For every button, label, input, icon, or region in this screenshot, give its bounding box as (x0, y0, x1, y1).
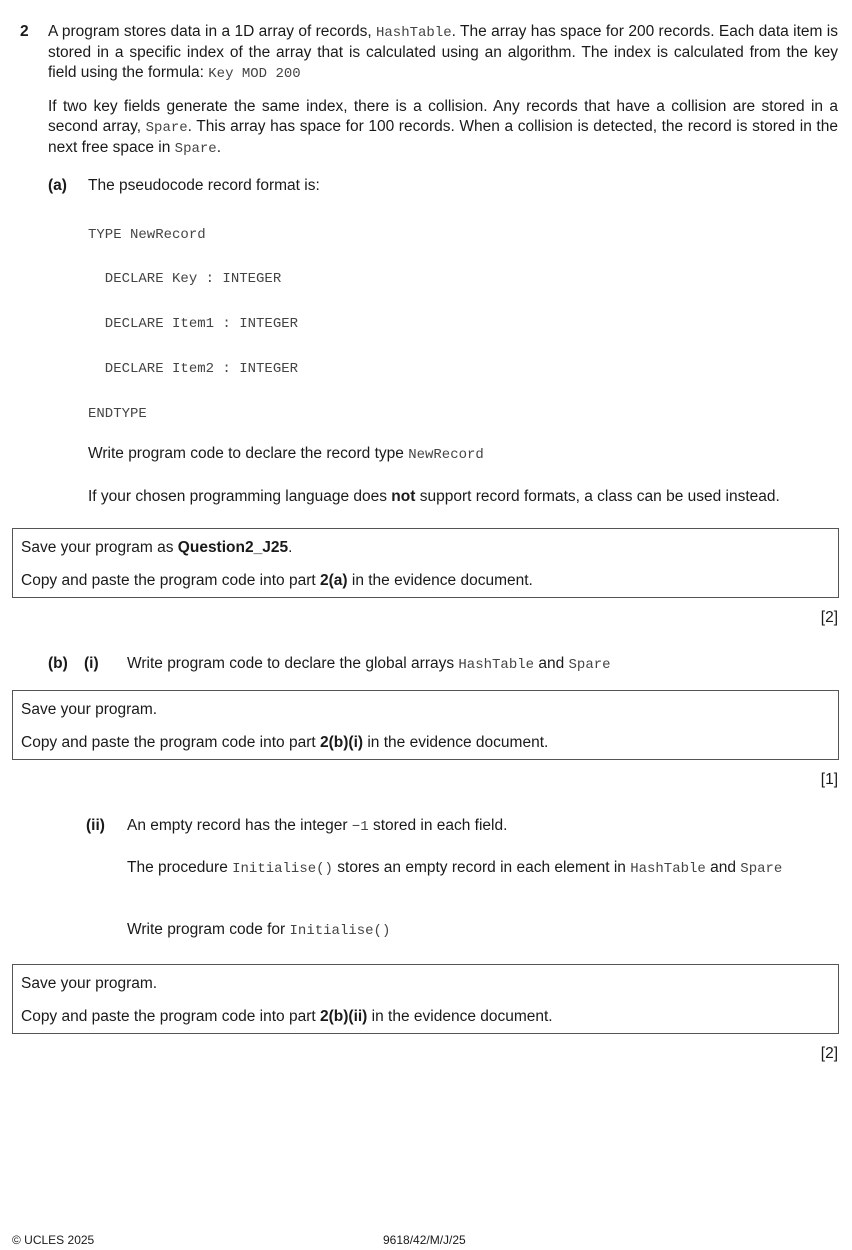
part-a-task: Write program code to declare the record type NewRecord (88, 445, 484, 463)
evidence-box-2a (12, 528, 839, 598)
save-instruction: Save your program. (21, 975, 158, 992)
part-b-ii-line2: The procedure Initialise() stores an empty record in each element in HashTable and Spare (127, 859, 783, 877)
part-a-lead: The pseudocode record format is: (88, 177, 320, 194)
part-b-i-task: Write program code to declare the global arrays HashTable and Spare (127, 655, 611, 673)
marks-2bi: [1] (820, 771, 838, 788)
pseudocode-line: ENDTYPE (88, 406, 147, 422)
marks-2a: [2] (820, 609, 838, 626)
part-b-ii-line3: Write program code for Initialise() (127, 921, 391, 939)
part-a-note: If your chosen programming language does not support record formats, a class can be used instead. (88, 488, 780, 505)
footer-copyright: © UCLES 2025 (12, 1233, 95, 1247)
copy-instruction: Copy and paste the program code into part 2(b)(i) in the evidence document. (21, 734, 549, 751)
intro-paragraph-2: If two key fields generate the same index, there is a collision. Any records that have a collision are stored in a second array, Spare. This array has space for 100 records. When a collision is detected, the record is stored in the next free space in Spare. (48, 98, 838, 157)
save-instruction: Save your program. (21, 701, 158, 718)
evidence-box-2bii (12, 964, 839, 1034)
intro-paragraph-1: A program stores data in a 1D array of records, HashTable. The array has space for 200 records. Each data item is stored in a specific index of the array that is calculated using an algorithm. The index is calculated from the key field using the formula: Key MOD 200 (48, 23, 838, 82)
question-number: 2 (20, 23, 29, 40)
part-b-ii-line1: An empty record has the integer −1 stored in each field. (127, 817, 508, 835)
pseudocode-line: DECLARE Key : INTEGER (88, 271, 282, 287)
copy-instruction: Copy and paste the program code into part 2(a) in the evidence document. (21, 572, 533, 589)
part-b-label: (b) (48, 655, 68, 672)
part-b-i-label: (i) (84, 655, 99, 672)
marks-2bii: [2] (820, 1045, 838, 1062)
part-b-ii-label: (ii) (86, 817, 105, 834)
footer-paper-code: 9618/42/M/J/25 (383, 1233, 466, 1247)
pseudocode-line: DECLARE Item1 : INTEGER (88, 316, 299, 332)
pseudocode-line: TYPE NewRecord (88, 227, 206, 243)
evidence-box-2bi (12, 690, 839, 760)
part-a-label: (a) (48, 177, 67, 194)
copy-instruction: Copy and paste the program code into part 2(b)(ii) in the evidence document. (21, 1008, 553, 1025)
save-instruction: Save your program as Question2_J25. (21, 539, 293, 556)
pseudocode-line: DECLARE Item2 : INTEGER (88, 361, 299, 377)
